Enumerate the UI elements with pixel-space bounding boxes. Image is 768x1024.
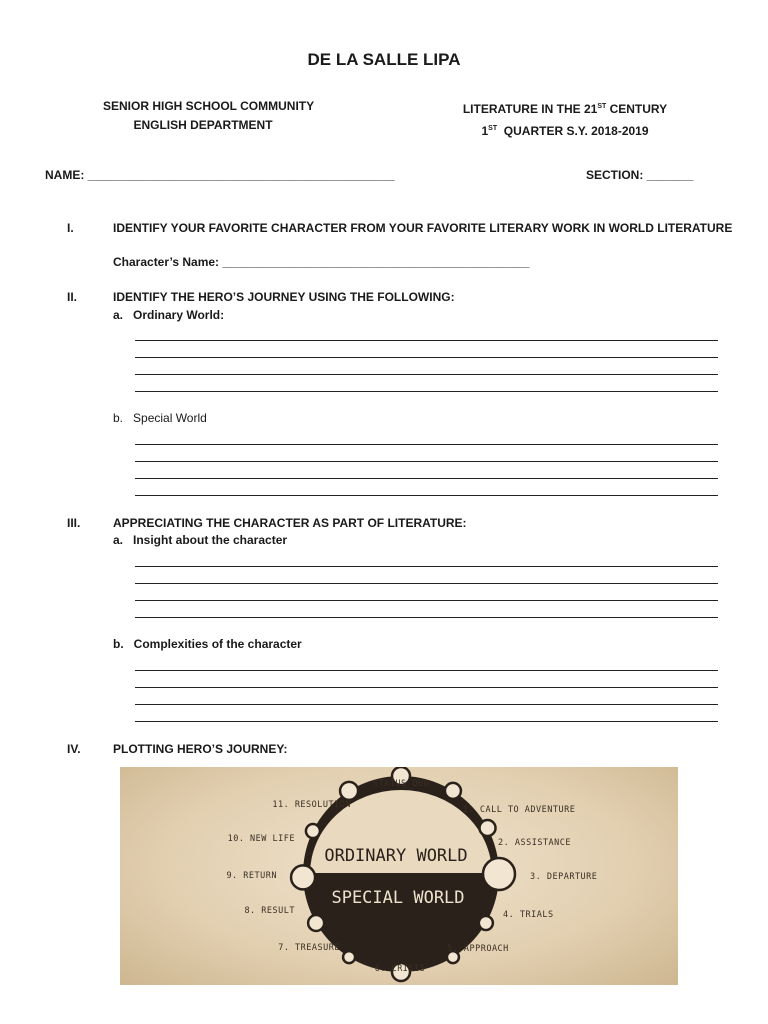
stage-node bbox=[480, 820, 496, 836]
course-label: LITERATURE IN THE 21ST CENTURY bbox=[462, 102, 668, 116]
stage-label: 5. APPROACH bbox=[447, 944, 509, 954]
ordinary-world-answer-lines[interactable] bbox=[135, 324, 718, 392]
stage-node bbox=[479, 916, 493, 930]
complexities-label: b. Complexities of the character bbox=[113, 637, 302, 651]
section-1-number: I. bbox=[67, 221, 74, 235]
section-4-text: PLOTTING HERO’S JOURNEY: bbox=[113, 742, 288, 756]
stage-label: 7. TREASURE bbox=[278, 943, 340, 953]
stage-node bbox=[483, 858, 515, 890]
name-field[interactable]: NAME: ______________________________________________ bbox=[45, 168, 395, 182]
section-1-text: IDENTIFY YOUR FAVORITE CHARACTER FROM YOUR FAVORITE LITERARY WORK IN WORLD LITERATURE bbox=[113, 221, 733, 235]
journey-circle-svg bbox=[120, 767, 678, 985]
stage-label: STATUS QUO bbox=[372, 779, 430, 789]
heros-journey-diagram bbox=[120, 767, 678, 985]
section-2-text: IDENTIFY THE HERO’S JOURNEY USING THE FOLLOWING: bbox=[113, 290, 455, 304]
stage-label: 9. RETURN bbox=[226, 871, 277, 881]
stage-label: 2. ASSISTANCE bbox=[498, 838, 572, 848]
stage-label: 8. RESULT bbox=[244, 906, 295, 916]
section-4-number: IV. bbox=[67, 742, 81, 756]
header-right bbox=[450, 97, 680, 141]
stage-label: 10. NEW LIFE bbox=[227, 834, 295, 844]
stage-label: 3. DEPARTURE bbox=[530, 872, 598, 882]
department-label: ENGLISH DEPARTMENT bbox=[133, 118, 273, 132]
stage-node bbox=[445, 783, 461, 799]
stage-node bbox=[308, 915, 324, 931]
stage-node bbox=[306, 824, 320, 838]
ordinary-world-label: ORDINARY WORLD bbox=[324, 846, 468, 866]
character-name-field[interactable]: Character’s Name: ______________________________________________ bbox=[113, 255, 530, 269]
special-world-label: SPECIAL WORLD bbox=[331, 888, 465, 908]
special-world-answer-lines[interactable] bbox=[135, 428, 718, 496]
stage-label: 6. CRISIS bbox=[374, 964, 426, 974]
stage-node bbox=[291, 865, 315, 889]
stage-node bbox=[343, 951, 355, 963]
stage-node bbox=[340, 782, 358, 800]
section-2-number: II. bbox=[67, 290, 78, 304]
stage-label: 1. CALL TO ADVENTURE bbox=[463, 805, 576, 815]
section-3-text: APPRECIATING THE CHARACTER AS PART OF LITERATURE: bbox=[113, 516, 467, 530]
stage-label: 4. TRIALS bbox=[503, 910, 554, 920]
insight-answer-lines[interactable] bbox=[135, 550, 718, 618]
header-left bbox=[103, 97, 315, 135]
stage-label: 11. RESOLUTION bbox=[272, 800, 351, 810]
school-title: DE LA SALLE LIPA bbox=[307, 50, 461, 69]
section-3-number: III. bbox=[67, 516, 81, 530]
complexities-answer-lines[interactable] bbox=[135, 654, 718, 722]
community-label: SENIOR HIGH SCHOOL COMMUNITY bbox=[103, 99, 315, 113]
section-field[interactable]: SECTION: _______ bbox=[586, 168, 694, 182]
special-world-label: b. Special World bbox=[113, 411, 207, 425]
insight-label: a. Insight about the character bbox=[113, 533, 288, 547]
quarter-label: 1ST QUARTER S.Y. 2018-2019 bbox=[481, 124, 649, 138]
ordinary-world-label: a. Ordinary World: bbox=[113, 308, 225, 322]
